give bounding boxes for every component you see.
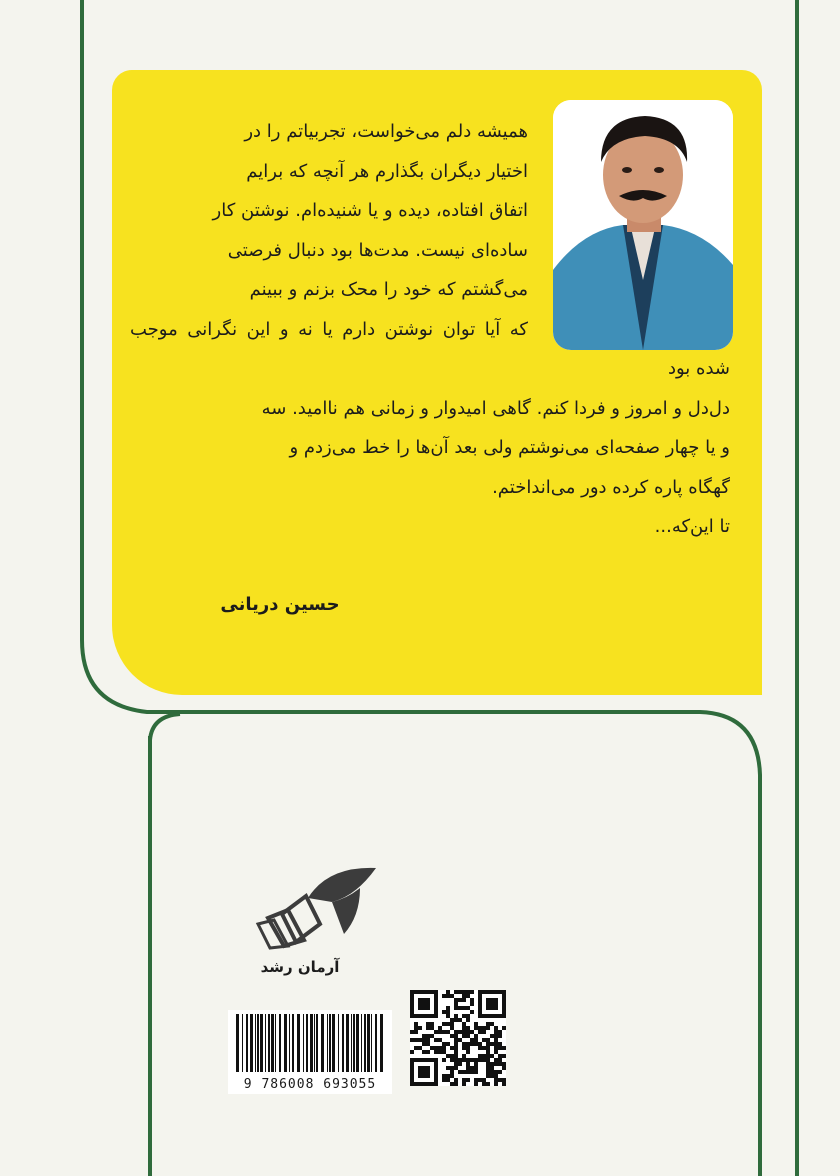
- qr-module: [478, 1054, 482, 1058]
- qr-module: [466, 1062, 470, 1066]
- qr-module: [414, 1022, 418, 1026]
- qr-module: [438, 1026, 442, 1030]
- qr-module: [454, 1018, 458, 1022]
- qr-module: [474, 1034, 478, 1038]
- qr-module: [446, 1074, 450, 1078]
- qr-module: [446, 1078, 450, 1082]
- qr-module: [454, 1042, 458, 1046]
- qr-module: [450, 1074, 454, 1078]
- barcode-bar: [303, 1014, 304, 1072]
- qr-module: [470, 1002, 474, 1006]
- qr-module: [442, 1042, 446, 1046]
- qr-module: [410, 1050, 414, 1054]
- qr-module: [470, 1010, 474, 1014]
- qr-module: [490, 1042, 494, 1046]
- qr-module: [474, 1042, 478, 1046]
- qr-module: [490, 1066, 494, 1070]
- qr-module: [438, 1030, 442, 1034]
- qr-module: [462, 1034, 466, 1038]
- barcode-bar: [314, 1014, 315, 1072]
- qr-module: [470, 1042, 474, 1046]
- qr-module: [486, 1082, 490, 1086]
- qr-module: [498, 1030, 502, 1034]
- qr-module: [442, 1022, 446, 1026]
- qr-module: [422, 1050, 426, 1054]
- qr-module: [458, 1018, 462, 1022]
- qr-module: [462, 1042, 466, 1046]
- qr-module: [430, 1034, 434, 1038]
- qr-module: [462, 1006, 466, 1010]
- qr-module: [474, 1078, 478, 1082]
- qr-module: [430, 1046, 434, 1050]
- blurb-line-6: که آیا توان نوشتن دارم یا نه و این نگرانی موجب شده بود: [130, 318, 730, 379]
- barcode-bar: [316, 1014, 318, 1072]
- qr-module: [474, 1022, 478, 1026]
- qr-module: [462, 1070, 466, 1074]
- qr-module: [474, 1082, 478, 1086]
- barcode-bar: [265, 1014, 266, 1072]
- qr-module: [458, 990, 462, 994]
- barcode-bar: [246, 1014, 248, 1072]
- qr-module: [494, 1050, 498, 1054]
- barcode-bars: [228, 1010, 392, 1074]
- qr-module: [502, 1066, 506, 1070]
- qr-module: [466, 1078, 470, 1082]
- qr-module: [486, 1026, 490, 1030]
- qr-module: [414, 1026, 418, 1030]
- qr-module: [458, 1006, 462, 1010]
- qr-module: [490, 1074, 494, 1078]
- qr-module: [434, 1038, 438, 1042]
- qr-module: [486, 1058, 490, 1062]
- qr-module: [462, 1014, 466, 1018]
- qr-module: [470, 1038, 474, 1042]
- qr-module: [478, 1026, 482, 1030]
- qr-module: [414, 1030, 418, 1034]
- barcode-bar: [271, 1014, 274, 1072]
- qr-module: [482, 1026, 486, 1030]
- qr-module: [454, 998, 458, 1002]
- qr-module: [462, 1046, 466, 1050]
- qr-finder-square: [418, 1066, 430, 1078]
- qr-module: [458, 1062, 462, 1066]
- qr-module: [454, 1046, 458, 1050]
- qr-module: [474, 1062, 478, 1066]
- blurb-text: [130, 112, 730, 547]
- qr-code: [410, 990, 506, 1086]
- qr-module: [462, 1082, 466, 1086]
- publisher-name: آرمان رشد: [260, 958, 340, 976]
- qr-module: [482, 1030, 486, 1034]
- qr-module: [442, 994, 446, 998]
- qr-module: [454, 1058, 458, 1062]
- qr-module: [454, 990, 458, 994]
- qr-module: [466, 1006, 470, 1010]
- qr-module: [450, 1046, 454, 1050]
- qr-module: [490, 1034, 494, 1038]
- qr-module: [494, 1074, 498, 1078]
- isbn-barcode: [228, 1010, 392, 1094]
- qr-module: [450, 994, 454, 998]
- barcode-bar: [371, 1014, 372, 1072]
- qr-module: [494, 1034, 498, 1038]
- qr-module: [490, 1054, 494, 1058]
- qr-module: [442, 1078, 446, 1082]
- qr-module: [486, 1054, 490, 1058]
- qr-module: [494, 1062, 498, 1066]
- qr-module: [450, 1054, 454, 1058]
- qr-module: [462, 1026, 466, 1030]
- barcode-bar: [275, 1014, 276, 1072]
- barcode-bar: [351, 1014, 352, 1072]
- qr-module: [454, 1062, 458, 1066]
- qr-module: [494, 1030, 498, 1034]
- qr-module: [502, 1078, 506, 1082]
- qr-module: [466, 1042, 470, 1046]
- qr-module: [454, 1054, 458, 1058]
- barcode-bar: [361, 1014, 362, 1072]
- qr-module: [446, 990, 450, 994]
- qr-module: [466, 1066, 470, 1070]
- qr-module: [458, 1070, 462, 1074]
- qr-module: [498, 1070, 502, 1074]
- qr-module: [502, 1026, 506, 1030]
- qr-module: [498, 1054, 502, 1058]
- qr-module: [474, 1038, 478, 1042]
- qr-module: [454, 1038, 458, 1042]
- qr-module: [438, 1038, 442, 1042]
- barcode-bar: [289, 1014, 290, 1072]
- barcode-bar: [375, 1014, 377, 1072]
- qr-module: [450, 1022, 454, 1026]
- qr-module: [474, 1066, 478, 1070]
- qr-module: [442, 1010, 446, 1014]
- qr-module: [418, 1046, 422, 1050]
- qr-module: [422, 1034, 426, 1038]
- barcode-bar: [306, 1014, 308, 1072]
- qr-module: [422, 1038, 426, 1042]
- qr-module: [486, 1038, 490, 1042]
- qr-module: [458, 1030, 462, 1034]
- qr-module: [454, 1082, 458, 1086]
- qr-module: [454, 1030, 458, 1034]
- qr-module: [482, 1058, 486, 1062]
- qr-module: [494, 1082, 498, 1086]
- qr-module: [450, 1018, 454, 1022]
- qr-module: [494, 1038, 498, 1042]
- qr-module: [486, 1046, 490, 1050]
- blurb-line-1: همیشه دلم می‌خواست، تجربیاتم را در: [244, 121, 528, 142]
- qr-finder-square: [418, 998, 430, 1010]
- qr-module: [426, 1034, 430, 1038]
- barcode-bar: [260, 1014, 263, 1072]
- qr-module: [446, 1022, 450, 1026]
- qr-module: [426, 1022, 430, 1026]
- blurb-line-8: و یا چهار صفحه‌ای می‌نوشتم ولی بعد آن‌ها را خط می‌زدم و: [289, 437, 730, 458]
- qr-module: [478, 1078, 482, 1082]
- qr-module: [450, 1066, 454, 1070]
- qr-module: [470, 990, 474, 994]
- isbn-number: 9 786008 693055: [243, 1077, 377, 1092]
- qr-module: [502, 1062, 506, 1066]
- qr-module: [434, 1050, 438, 1054]
- qr-module: [450, 1082, 454, 1086]
- qr-module: [486, 1062, 490, 1066]
- qr-module: [478, 1042, 482, 1046]
- qr-module: [450, 1058, 454, 1062]
- qr-module: [474, 1070, 478, 1074]
- barcode-bar: [367, 1014, 370, 1072]
- qr-code-icon: [410, 990, 506, 1086]
- qr-module: [454, 1066, 458, 1070]
- barcode-bar: [327, 1014, 328, 1072]
- qr-module: [482, 1082, 486, 1086]
- qr-module: [442, 1046, 446, 1050]
- barcode-bar: [338, 1014, 339, 1072]
- qr-module: [470, 1058, 474, 1062]
- qr-module: [446, 1054, 450, 1058]
- qr-module: [450, 1026, 454, 1030]
- qr-module: [410, 1038, 414, 1042]
- qr-module: [470, 998, 474, 1002]
- qr-module: [486, 1022, 490, 1026]
- qr-module: [498, 1046, 502, 1050]
- qr-module: [442, 1030, 446, 1034]
- barcode-bar: [353, 1014, 355, 1072]
- qr-module: [498, 1034, 502, 1038]
- qr-module: [446, 1006, 450, 1010]
- qr-module: [466, 1014, 470, 1018]
- barcode-bar: [297, 1014, 300, 1072]
- qr-module: [502, 1046, 506, 1050]
- qr-module: [446, 1066, 450, 1070]
- barcode-bar: [356, 1014, 359, 1072]
- qr-module: [498, 1078, 502, 1082]
- qr-module: [442, 1074, 446, 1078]
- qr-module: [490, 1022, 494, 1026]
- qr-module: [466, 1046, 470, 1050]
- qr-module: [454, 1050, 458, 1054]
- book-pages-logo-icon: [248, 858, 388, 950]
- qr-module: [438, 1050, 442, 1054]
- qr-module: [466, 1058, 470, 1062]
- blurb-line-3: اتفاق افتاده، دیده و یا شنیده‌ام. نوشتن کار: [212, 200, 528, 221]
- qr-module: [494, 1078, 498, 1082]
- qr-module: [498, 1062, 502, 1066]
- qr-module: [466, 1034, 470, 1038]
- barcode-bar: [332, 1014, 335, 1072]
- qr-module: [450, 1070, 454, 1074]
- blurb-line-9: گهگاه پاره کرده دور می‌انداختم.: [492, 476, 730, 498]
- barcode-bar: [284, 1014, 287, 1072]
- qr-module: [490, 1070, 494, 1074]
- qr-module: [482, 1078, 486, 1082]
- qr-module: [478, 1046, 482, 1050]
- qr-module: [494, 1058, 498, 1062]
- qr-module: [454, 1034, 458, 1038]
- barcode-bar: [346, 1014, 349, 1072]
- qr-module: [478, 1030, 482, 1034]
- qr-module: [462, 994, 466, 998]
- barcode-bar: [364, 1014, 366, 1072]
- qr-module: [410, 1030, 414, 1034]
- barcode-bar: [329, 1014, 331, 1072]
- qr-module: [474, 1058, 478, 1062]
- barcode-bar: [255, 1014, 256, 1072]
- qr-module: [466, 994, 470, 998]
- qr-module: [462, 1022, 466, 1026]
- qr-module: [486, 1050, 490, 1054]
- qr-module: [482, 1046, 486, 1050]
- qr-module: [430, 1026, 434, 1030]
- barcode-bar: [279, 1014, 281, 1072]
- blurb-line-5: می‌گشتم که خود را محک بزنم و ببینم: [249, 279, 528, 300]
- qr-module: [446, 1014, 450, 1018]
- qr-module: [446, 1042, 450, 1046]
- qr-module: [454, 1002, 458, 1006]
- qr-module: [486, 1042, 490, 1046]
- qr-finder-square: [486, 998, 498, 1010]
- blurb-line-10: تا این‌که...: [654, 516, 730, 537]
- qr-module: [474, 1026, 478, 1030]
- qr-module: [466, 1070, 470, 1074]
- barcode-bar: [257, 1014, 259, 1072]
- qr-module: [494, 1042, 498, 1046]
- qr-module: [466, 990, 470, 994]
- qr-module: [438, 1046, 442, 1050]
- qr-module: [446, 1010, 450, 1014]
- qr-module: [462, 1078, 466, 1082]
- qr-module: [458, 1058, 462, 1062]
- blurb-line-7: دل‌دل و امروز و فردا کنم. گاهی امیدوار و زمانی هم ناامید. سه: [261, 397, 730, 419]
- qr-module: [478, 1058, 482, 1062]
- qr-module: [446, 1030, 450, 1034]
- qr-module: [466, 1030, 470, 1034]
- qr-module: [414, 1038, 418, 1042]
- barcode-bar: [268, 1014, 270, 1072]
- qr-module: [482, 1054, 486, 1058]
- qr-module: [462, 1030, 466, 1034]
- photo-text-wrap-spacer: [542, 112, 730, 348]
- publisher-logo: [248, 858, 388, 950]
- qr-module: [466, 1050, 470, 1054]
- barcode-bar: [321, 1014, 324, 1072]
- qr-module: [462, 1058, 466, 1062]
- blurb-line-2: اختیار دیگران بگذارم هر آنچه که برایم: [246, 160, 528, 182]
- qr-module: [462, 990, 466, 994]
- barcode-bar: [342, 1014, 344, 1072]
- barcode-bar: [242, 1014, 243, 1072]
- qr-module: [434, 1030, 438, 1034]
- qr-module: [502, 1054, 506, 1058]
- blurb-line-4: ساده‌ای نیست. مدت‌ها بود دنبال فرصتی: [227, 239, 528, 261]
- qr-module: [490, 1062, 494, 1066]
- qr-module: [426, 1038, 430, 1042]
- qr-module: [470, 1030, 474, 1034]
- qr-module: [434, 1046, 438, 1050]
- barcode-bar: [250, 1014, 253, 1072]
- qr-module: [426, 1050, 430, 1054]
- qr-module: [454, 1014, 458, 1018]
- qr-module: [498, 1042, 502, 1046]
- qr-module: [422, 1042, 426, 1046]
- qr-module: [482, 1038, 486, 1042]
- author-name: حسین دریانی: [220, 594, 340, 615]
- qr-module: [454, 1078, 458, 1082]
- barcode-bar: [236, 1014, 239, 1072]
- qr-module: [486, 1066, 490, 1070]
- qr-module: [470, 1070, 474, 1074]
- qr-module: [494, 1070, 498, 1074]
- qr-module: [486, 1074, 490, 1078]
- qr-module: [466, 1018, 470, 1022]
- qr-module: [466, 1026, 470, 1030]
- qr-module: [430, 1022, 434, 1026]
- qr-module: [450, 1034, 454, 1038]
- qr-module: [470, 1066, 474, 1070]
- qr-module: [486, 1070, 490, 1074]
- qr-module: [494, 1026, 498, 1030]
- qr-module: [458, 998, 462, 1002]
- qr-module: [414, 1046, 418, 1050]
- qr-module: [418, 1038, 422, 1042]
- barcode-bar: [292, 1014, 294, 1072]
- qr-module: [426, 1026, 430, 1030]
- qr-module: [454, 1006, 458, 1010]
- qr-module: [498, 1058, 502, 1062]
- qr-module: [442, 1058, 446, 1062]
- qr-module: [494, 1046, 498, 1050]
- qr-module: [442, 1050, 446, 1054]
- barcode-bar: [380, 1014, 383, 1072]
- qr-module: [458, 1038, 462, 1042]
- qr-module: [446, 994, 450, 998]
- qr-module: [462, 998, 466, 1002]
- qr-module: [426, 1042, 430, 1046]
- qr-module: [462, 1054, 466, 1058]
- qr-module: [418, 1026, 422, 1030]
- qr-module: [502, 1082, 506, 1086]
- barcode-bar: [310, 1014, 313, 1072]
